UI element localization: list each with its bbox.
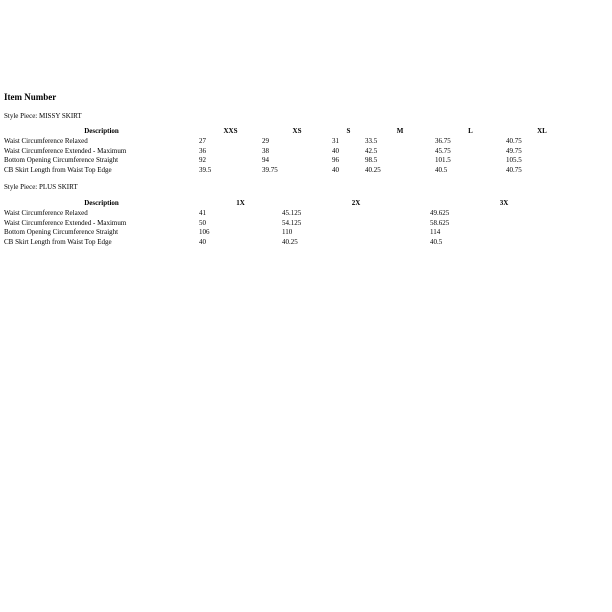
measurement-value: 50: [199, 218, 206, 227]
measurement-description: Bottom Opening Circumference Straight: [4, 156, 119, 164]
measurement-value: 96: [332, 156, 339, 164]
measurement-value: 33.5: [365, 137, 378, 145]
measurement-value: 49.75: [506, 146, 522, 155]
measurement-value: 114: [430, 228, 441, 236]
missy-size-table: [4, 126, 578, 175]
plus-size-table: [4, 198, 578, 247]
missy-size-header: S: [346, 127, 351, 135]
measurement-value: 54.125: [282, 218, 302, 227]
measurement-value: 105.5: [506, 156, 522, 164]
table-row: [4, 228, 578, 238]
measurement-value: 31: [332, 137, 339, 145]
plus-size-header: 2X: [351, 199, 361, 207]
item-number-title: Item Number: [4, 92, 57, 102]
table-row: [4, 147, 578, 157]
measurement-value: 40.5: [435, 165, 448, 174]
measurement-description: Waist Circumference Relaxed: [4, 137, 88, 145]
measurement-description: Waist Circumference Relaxed: [4, 209, 88, 217]
measurement-value: 40.25: [365, 165, 381, 174]
measurement-value: 40.25: [282, 237, 298, 246]
measurement-description: Bottom Opening Circumference Straight: [4, 228, 119, 236]
measurement-value: 36: [199, 146, 206, 155]
missy-size-header: XXS: [223, 127, 238, 135]
measurement-value: 36.75: [435, 137, 451, 145]
measurement-value: 42.5: [365, 146, 378, 155]
measurement-value: 101.5: [435, 156, 451, 164]
measurement-value: 39.5: [199, 165, 212, 174]
measurement-description: CB Skirt Length from Waist Top Edge: [4, 165, 112, 174]
measurement-value: 27: [199, 137, 206, 145]
plus-size-header: 1X: [236, 199, 245, 207]
missy-description-header: Description: [84, 127, 119, 135]
measurement-value: 40.75: [506, 165, 522, 174]
table-row: [4, 166, 578, 176]
measurement-value: 40.75: [506, 137, 522, 145]
measurement-description: CB Skirt Length from Waist Top Edge: [4, 237, 112, 246]
measurement-value: 49.625: [430, 209, 450, 217]
table-row: [4, 137, 578, 147]
measurement-value: 29: [262, 137, 269, 145]
plus-style-piece-label: Style Piece: PLUS SKIRT: [4, 183, 78, 191]
missy-style-piece-label: Style Piece: MISSY SKIRT: [4, 112, 82, 120]
measurement-value: 39.75: [262, 165, 278, 174]
measurement-value: 40: [332, 165, 339, 174]
measurement-value: 98.5: [365, 156, 378, 164]
missy-size-header: L: [468, 127, 473, 135]
measurement-value: 40: [199, 237, 206, 246]
plus-header-row: [4, 198, 578, 209]
measurement-value: 92: [199, 156, 206, 164]
measurement-value: 94: [262, 156, 269, 164]
missy-size-header: M: [396, 127, 404, 135]
measurement-description: Waist Circumference Extended - Maximum: [4, 218, 127, 227]
plus-description-header: Description: [84, 199, 119, 207]
missy-size-header: XS: [292, 127, 302, 135]
measurement-value: 40.5: [430, 237, 443, 246]
plus-size-header: 3X: [499, 199, 509, 207]
missy-header-row: [4, 126, 578, 137]
measurement-value: 45.75: [435, 146, 451, 155]
measurement-value: 110: [282, 228, 293, 236]
table-row: [4, 209, 578, 219]
measurement-description: Waist Circumference Extended - Maximum: [4, 146, 127, 155]
table-row: [4, 219, 578, 229]
table-row: [4, 238, 578, 248]
missy-size-header: XL: [537, 127, 547, 135]
measurement-value: 41: [199, 209, 206, 217]
measurement-value: 45.125: [282, 209, 302, 217]
measurement-value: 40: [332, 146, 339, 155]
measurement-value: 106: [199, 228, 210, 236]
table-row: [4, 156, 578, 166]
measurement-value: 38: [262, 146, 269, 155]
measurement-value: 58.625: [430, 218, 450, 227]
